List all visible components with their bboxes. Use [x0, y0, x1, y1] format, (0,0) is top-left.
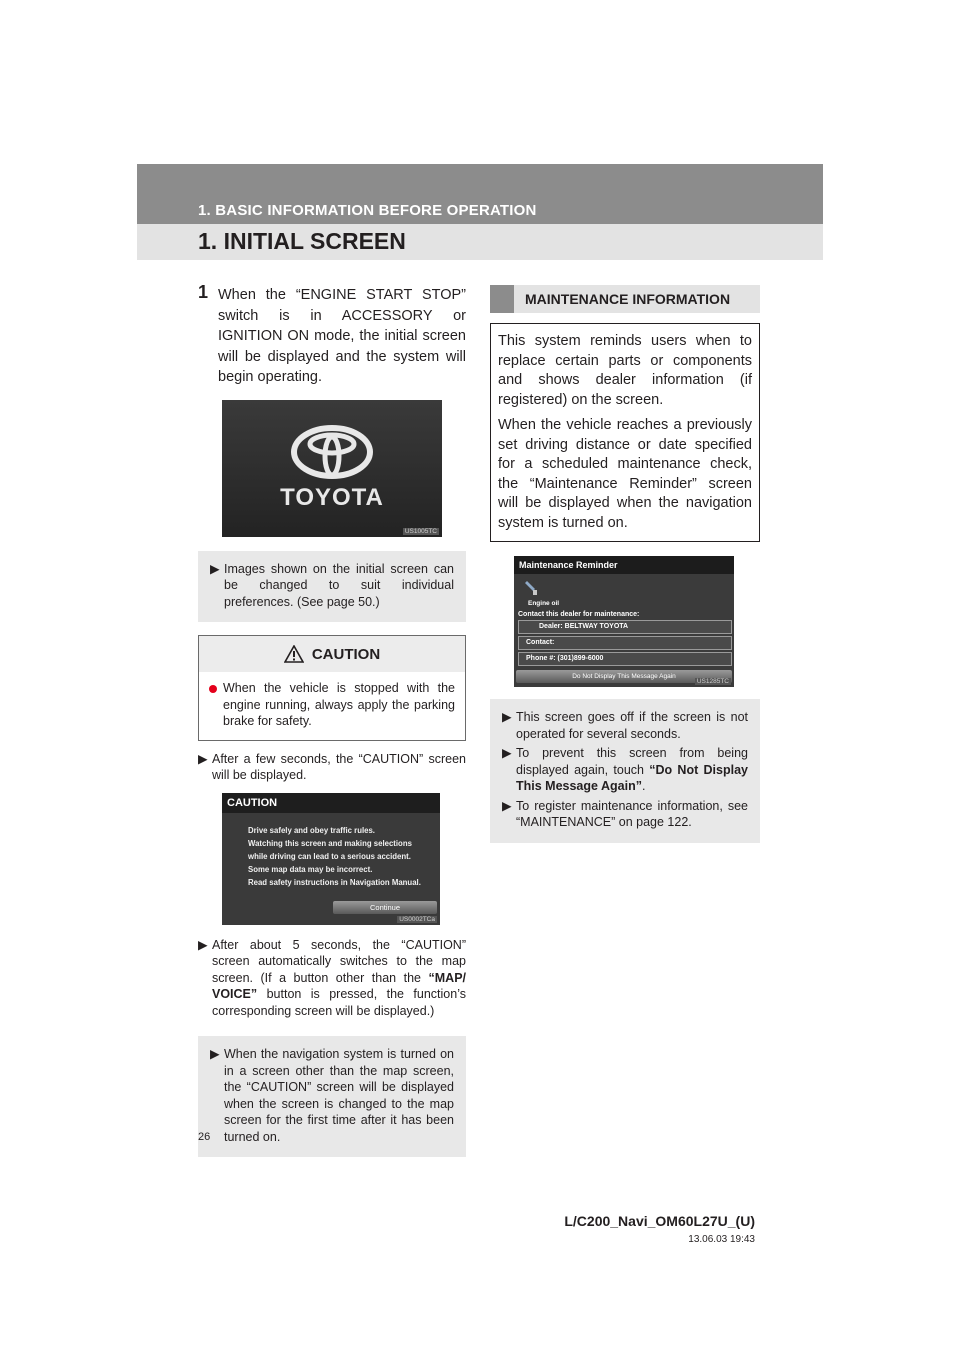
left-column: [198, 282, 466, 1157]
bullet-after-seconds: ▶ After a few seconds, the “CAUTION” screen will be displayed.: [198, 751, 466, 782]
maintenance-notes: [490, 699, 760, 843]
maint-item: Engine oil: [528, 600, 560, 607]
wrench-icon: [524, 580, 538, 596]
caution-header: [199, 636, 465, 672]
bullet-icon: ▶: [502, 710, 512, 724]
section-label: 1. BASIC INFORMATION BEFORE OPERATION: [198, 202, 537, 219]
note-item: ▶ This screen goes off if the screen is not operated for several seconds.: [502, 710, 748, 741]
image-code: US1285TC: [696, 678, 729, 685]
red-bullet-icon: [209, 685, 217, 693]
maint-screen-title: Maintenance Reminder: [514, 556, 734, 574]
caution-screen-heading: CAUTION: [222, 793, 440, 813]
caution-box: [198, 635, 466, 741]
phone-row: Phone #: (301)899-6000: [518, 652, 732, 666]
contact-row: Contact:: [518, 636, 732, 650]
note-item: ▶ To prevent this screen from being displayed again, touch “Do Not Display This Message Again”.: [502, 746, 748, 793]
caution-screen-image: [222, 793, 440, 925]
note-item: ▶ Images shown on the initial screen can be changed to suit individual preferences. (See page 50.): [210, 561, 454, 609]
maintenance-screen-image: [514, 556, 734, 687]
step-number: 1: [198, 282, 209, 302]
image-code: US1005TC: [404, 527, 437, 535]
bullet-icon: ▶: [502, 746, 512, 760]
initial-screen-image: [222, 400, 442, 537]
bullet-icon: ▶: [210, 561, 220, 576]
warning-triangle-icon: [284, 645, 304, 663]
maintenance-description: [490, 323, 760, 542]
dealer-row: Dealer: BELTWAY TOYOTA: [518, 620, 732, 634]
print-timestamp: 13.06.03 19:43: [688, 1234, 755, 1245]
brand-wordmark: TOYOTA: [280, 483, 384, 511]
maint-contact-label: Contact this dealer for maintenance:: [518, 611, 640, 618]
right-column: [490, 285, 760, 843]
note-item: ▶ To register maintenance information, see “MAINTENANCE” on page 122.: [502, 798, 748, 829]
note-images: [198, 551, 466, 623]
maintenance-para-1: This system reminds users when to replace certain parts or components and shows dealer information (if registered) on the screen.: [498, 333, 752, 408]
bullet-icon: ▶: [198, 751, 208, 766]
maintenance-heading: MAINTENANCE INFORMATION: [490, 285, 760, 313]
caution-screen-text: Drive safely and obey traffic rules. Watching this screen and making selections while driving can lead to a serious accident. Some map data may be incorrect. Read safety instructions in Navigation Manual.: [248, 825, 421, 887]
step-text: When the “ENGINE START STOP” switch is in ACCESSORY or IGNITION ON mode, the initial screen will be displayed and the system will begin operating.: [218, 287, 466, 385]
page-title: 1. INITIAL SCREEN: [198, 228, 406, 254]
image-code: US0002TCa: [399, 915, 435, 923]
bullet-icon: ▶: [198, 937, 208, 952]
bullet-after-5-seconds: ▶ After about 5 seconds, the “CAUTION” screen automatically switches to the map screen. (If a button other than the “MAP/ VOICE” button is pressed, the function’s corresponding screen will be displayed.): [198, 937, 466, 1018]
document-code: L/C200_Navi_OM60L27U_(U): [564, 1213, 755, 1229]
maintenance-para-2: When the vehicle reaches a previously set driving distance or date specified for a scheduled maintenance check, the “Maintenance Reminder” screen will be displayed when the navigation system is turned on.: [498, 417, 752, 531]
bullet-icon: ▶: [502, 798, 512, 813]
caution-body: [199, 672, 465, 740]
continue-button[interactable]: Continue: [333, 901, 437, 914]
step-1: [198, 282, 466, 388]
do-not-display-button[interactable]: Do Not Display This Message Again: [516, 670, 732, 683]
caution-text: When the vehicle is stopped with the engine running, always apply the parking brake for safety.: [223, 681, 455, 728]
page-number: 26: [198, 1131, 211, 1143]
note-navigation: [198, 1036, 466, 1157]
caution-title: CAUTION: [311, 645, 381, 663]
toyota-logo-icon: [222, 400, 442, 537]
note-item: ▶ When the navigation system is turned on in a screen other than the map screen, the “CAUTION” screen will be displayed when the screen is changed to the map screen for the first time after it has been turned on.: [210, 1047, 454, 1144]
heading-marker: [490, 285, 514, 313]
bullet-icon: ▶: [210, 1047, 220, 1061]
